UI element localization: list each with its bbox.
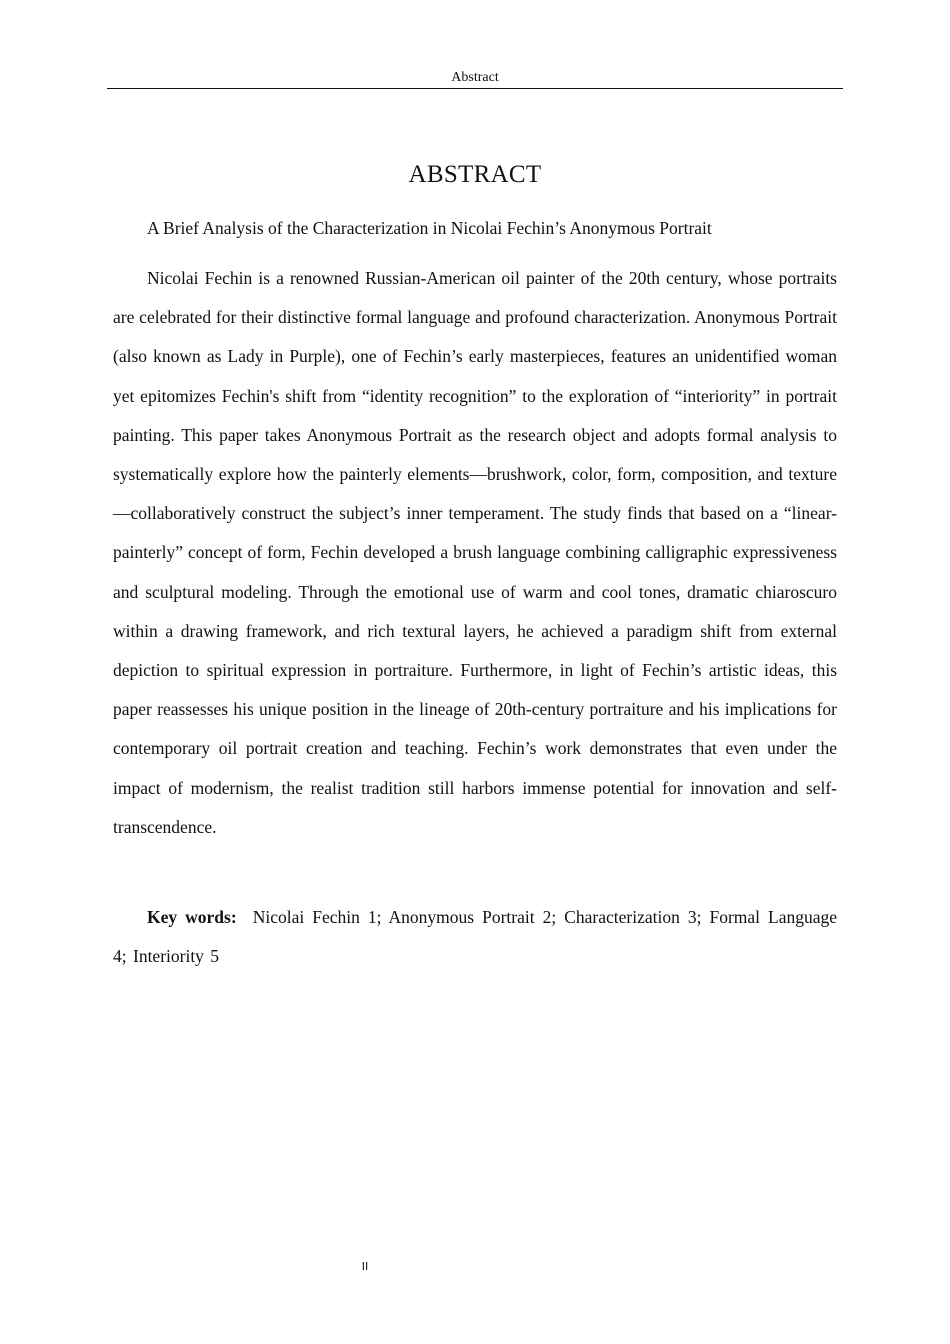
abstract-heading: ABSTRACT bbox=[408, 161, 542, 188]
page-number: II bbox=[361, 1260, 369, 1273]
running-header: Abstract bbox=[451, 70, 499, 85]
header-rule bbox=[107, 88, 843, 89]
keywords-list: Nicolai Fechin 1; Anonymous Portrait 2; Characterization 3; Formal Language 4; Interiority 5 bbox=[113, 907, 838, 966]
abstract-body: Nicolai Fechin is a renowned Russian-American oil painter of the 20th century, whose portraits are celebrated for their distinctive formal language and profound characterization. Anonymous Portrait (also known as Lady in Purple), one of Fechin’s early masterpieces, features an unidentified woman yet epitomizes Fechin's shift from “identity recognition” to the exploration of “interiority” in portrait painting. This paper takes Anonymous Portrait as the research object and adopts formal analysis to systematically explore how the painterly elements—brushwork, color, form, composition, and texture—collaboratively construct the subject’s inner temperament. The study finds that based on a “linear-painterly” concept of form, Fechin developed a brush language combining calligraphic expressiveness and sculptural modeling. Through the emotional use of warm and cool tones, dramatic chiaroscuro within a drawing framework, and rich textural layers, he achieved a paradigm shift from external depiction to spiritual expression in portraiture. Furthermore, in light of Fechin’s artistic ideas, this paper reassesses his unique position in the lineage of 20th-century portraiture and his implications for contemporary oil portrait creation and teaching. Fechin’s work demonstrates that even under the impact of modernism, the realist tradition still harbors immense potential for innovation and self-transcendence. bbox=[113, 268, 837, 837]
keywords-paragraph bbox=[113, 898, 837, 976]
keywords-label: Key words: bbox=[147, 907, 237, 927]
paper-subtitle: A Brief Analysis of the Characterization in Nicolai Fechin’s Anonymous Portrait bbox=[147, 218, 712, 238]
